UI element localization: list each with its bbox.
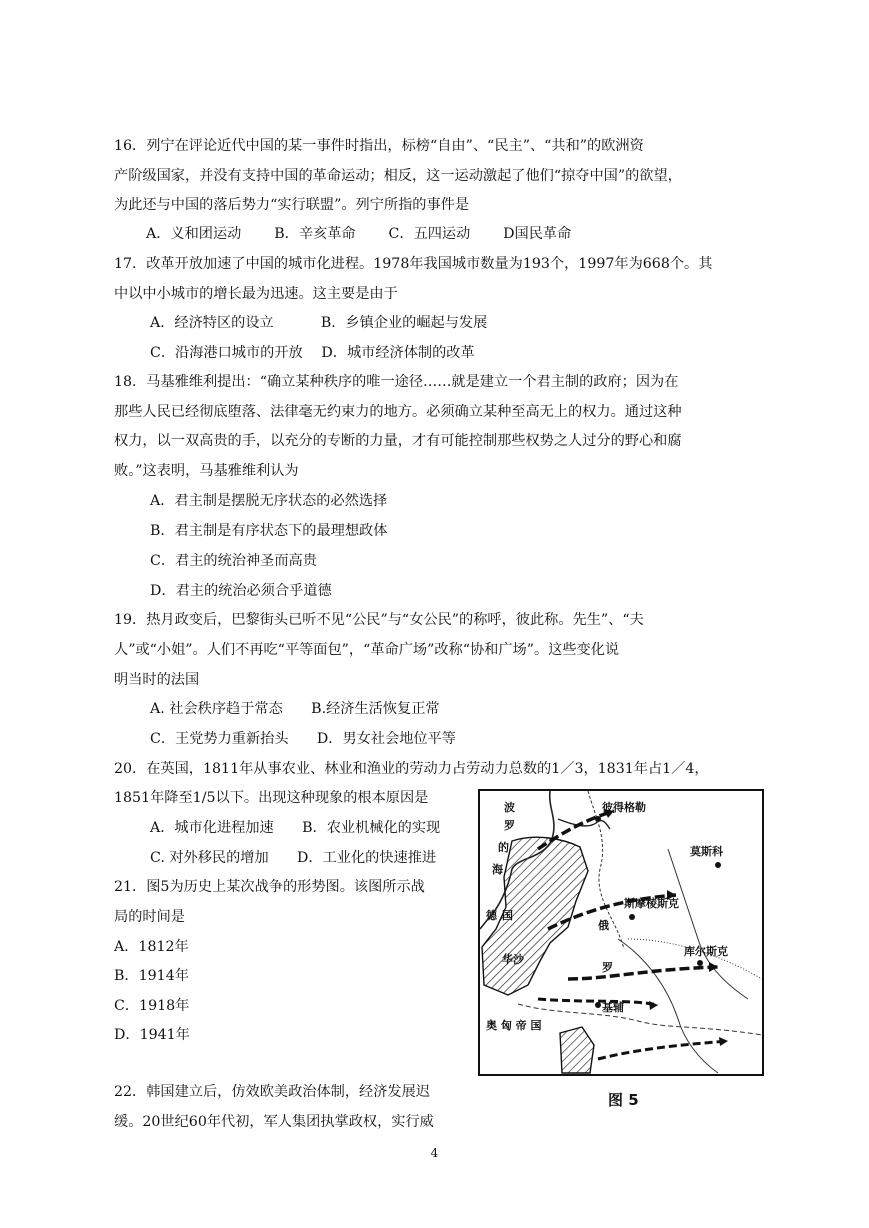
q17-line-2: 中以中小城市的增长最为迅速。这主要是由于 xyxy=(114,286,398,302)
figure-caption: 图 5 xyxy=(608,1091,639,1109)
q21-option-b: B．1914年 xyxy=(114,968,189,984)
q17-option-row-2: C．沿海港口城市的开放 D．城市经济体制的改革 xyxy=(150,345,475,361)
label-russia-2: 罗 xyxy=(602,961,613,974)
label-germany-1: 德 xyxy=(486,909,497,922)
city-marker-moscow xyxy=(715,862,721,868)
label-smolensk: 斯摩棱斯克 xyxy=(624,897,679,910)
q18-line-4: 败。”这表明，马基雅维利认为 xyxy=(114,463,299,479)
q19-line-3: 明当时的法国 xyxy=(114,672,200,688)
q21-option-c: C．1918年 xyxy=(114,998,190,1014)
q21-option-a: A．1812年 xyxy=(114,939,189,955)
city-marker-leningrad xyxy=(595,816,601,822)
label-baltic-1: 波 xyxy=(504,801,515,814)
q18-option-a: A．君主制是摆脱无序状态的必然选择 xyxy=(150,493,388,509)
q17-line-1: 17．改革开放加速了中国的城市化进程。1978年我国城市数量为193个，1997年为668个。其 xyxy=(114,256,713,272)
q16-line-3: 为此还与中国的落后势力“实行联盟”。列宁所指的事件是 xyxy=(114,197,470,213)
label-baltic-2: 罗 xyxy=(504,819,515,832)
label-kiev: 基辅 xyxy=(602,1001,624,1014)
q18-line-1: 18．马基雅维利提出：“确立某种秩序的唯一途径……就是建立一个君主制的政府；因为在 xyxy=(114,374,679,390)
q16-options: A．义和团运动 B．辛亥革命 C．五四运动 D国民革命 xyxy=(146,226,572,242)
label-leningrad: 彼得格勒 xyxy=(602,801,646,814)
q21-line-2: 局的时间是 xyxy=(114,909,185,925)
q18-option-d: D．君主的统治必须合乎道德 xyxy=(150,583,332,599)
q18-line-2: 那些人民已经彻底堕落、法律毫无约束力的地方。必须确立某种至高无上的权力。通过这种 xyxy=(114,404,682,420)
label-russia-1: 俄 xyxy=(598,919,609,932)
war-situation-map xyxy=(478,789,764,1076)
q22-line-1: 22．韩国建立后，仿效欧美政治体制，经济发展迟 xyxy=(114,1084,430,1100)
q22-line-2: 缓。20世纪60年代初，军人集团执掌政权，实行威 xyxy=(114,1114,434,1130)
city-marker-kiev xyxy=(595,1002,601,1008)
q19-line-1: 19．热月政变后，巴黎街头已听不见“公民”与“女公民”的称呼，彼此称。先生”、“夫 xyxy=(114,612,644,628)
q21-option-d: D．1941年 xyxy=(114,1027,190,1043)
q19-option-row-2: C．王党势力重新抬头 D．男女社会地位平等 xyxy=(150,731,456,747)
label-kursk: 库尔斯克 xyxy=(684,945,728,958)
label-germany-2: 国 xyxy=(502,909,513,922)
label-moscow: 莫斯科 xyxy=(690,845,723,858)
label-baltic-4: 海 xyxy=(492,863,503,876)
q20-option-row-1: A．城市化进程加速 B．农业机械化的实现 xyxy=(150,820,441,836)
city-marker-kursk xyxy=(697,960,703,966)
q19-option-row-1: A. 社会秩序趋于常态 B.经济生活恢复正常 xyxy=(150,701,440,717)
q17-option-row-1: A．经济特区的设立 B．乡镇企业的崛起与发展 xyxy=(150,315,488,331)
label-baltic-3: 的 xyxy=(498,841,509,854)
city-marker-smolensk xyxy=(629,914,635,920)
label-warsaw: 华沙 xyxy=(502,953,524,966)
q18-option-b: B．君主制是有序状态下的最理想政体 xyxy=(150,523,388,539)
q19-line-2: 人”或“小姐”。人们不再吃“平等面包”，“革命广场”改称“协和广场”。这些变化说 xyxy=(114,642,620,658)
q18-line-3: 权力，以一双高贵的手，以充分的专断的力量，才有可能控制那些权势之人过分的野心和腐 xyxy=(114,433,682,449)
q20-line-1: 20．在英国，1811年从事农业、林业和渔业的劳动力占劳动力总数的1／3，1831年占1／4， xyxy=(114,761,709,777)
page-number: 4 xyxy=(430,1146,439,1160)
q16-line-2: 产阶级国家，并没有支持中国的革命运动；相反，这一运动激起了他们“掠夺中国”的欲望， xyxy=(114,168,682,184)
q20-option-row-2: C. 对外移民的增加 D．工业化的快速推进 xyxy=(150,850,437,866)
q16-line-1: 16．列宁在评论近代中国的某一事件时指出，标榜“自由”、“民主”、“共和”的欧洲资 xyxy=(114,138,644,154)
q20-line-2: 1851年降至1/5以下。出现这种现象的根本原因是 xyxy=(114,790,429,806)
label-austria-hungary: 奥 匈 帝 国 xyxy=(486,1019,542,1032)
q18-option-c: C．君主的统治神圣而高贵 xyxy=(150,553,317,569)
q21-line-1: 21．图5为历史上某次战争的形势图。该图所示战 xyxy=(114,879,425,895)
